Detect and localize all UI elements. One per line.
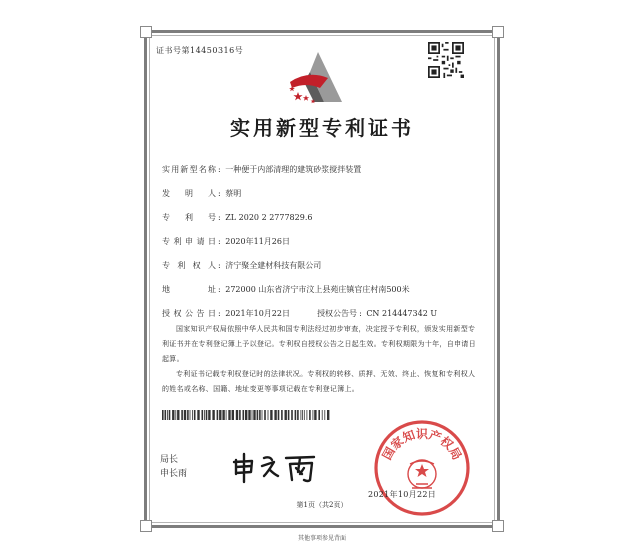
barcode-bar [197,410,199,420]
barcode-bar [162,410,164,420]
body-paragraph: 国家知识产权局依照中华人民共和国专利法经过初步审查，决定授予专利权，颁发实用新型专利证书并在专利登记簿上予以登记。专利权自授权公告之日起生效。专利权期限为十年，自申请日起算。 [162,325,476,363]
footnote: 其他事项参见背面 [297,535,346,542]
barcode-bar [309,410,311,420]
barcode-bar [268,410,269,420]
barcode-bar [274,410,276,420]
barcode-bar [172,410,174,420]
field-label: 专利权人 [162,261,216,270]
barcode-bar [228,410,230,420]
barcode-bar [318,410,320,420]
certificate-number: 证书号第14450316号 [156,46,244,55]
barcode-bar [206,410,208,420]
field-value: 2020年11月26日 [225,237,290,246]
qr-code-icon [428,42,464,78]
director-name: 申长雨 [160,469,188,479]
barcode-bar [307,410,308,420]
barcode-bar [314,410,316,420]
barcode-bar [202,410,204,420]
barcode-bar [291,410,293,420]
barcode-bar [313,410,314,420]
barcode-bar [324,410,325,420]
field-label: 地 址 [162,285,216,294]
barcode-bar [165,410,167,420]
director-signature [230,450,330,484]
barcode-bar [327,410,329,420]
field-label: 专利申请日 [162,237,216,246]
field-value: 一种便于内部清理的建筑砂浆搅拌装置 [225,165,362,174]
barcode-bar [322,410,323,420]
barcode-bar [226,410,227,420]
field-utility-model-name: 实用新型名称 : 一种便于内部清理的建筑砂浆搅拌装置 [162,165,362,174]
barcode-bar [208,410,210,420]
corner-ornament [140,520,152,532]
barcode-bar [302,410,303,420]
barcode-bar [257,410,259,420]
barcode-bar [181,410,183,420]
barcode-bar [192,410,193,420]
corner-ornament [140,26,152,38]
director-title: 局长 [160,455,179,465]
barcode-bar [222,410,224,420]
barcode-bar [245,410,247,420]
barcode-bar [175,410,176,420]
corner-ornament [492,520,504,532]
barcode-bar [239,410,241,420]
barcode-bar [194,410,196,420]
cnipa-logo-icon [284,48,346,110]
barcode-bar [219,410,221,420]
page-number: 第1页（共2页） [296,501,348,509]
barcode-bar [243,410,245,420]
barcode-icon [162,410,332,420]
barcode-bar [281,410,283,420]
corner-ornament [492,26,504,38]
barcode-bar [204,410,205,420]
barcode-bar [236,410,238,420]
certificate-paper [142,28,502,544]
barcode-bar [262,410,263,420]
field-patentee: 专利权人 : 济宁聚全建材科技有限公司 [162,261,322,270]
barcode-bar [167,410,168,420]
barcode-bar [252,410,253,420]
field-value: ZL 2020 2 2777829.6 [225,213,313,222]
barcode-bar [288,410,290,420]
field-value: 济宁聚全建材科技有限公司 [225,261,322,270]
barcode-bar [304,410,305,420]
director-block [160,453,187,481]
barcode-bar [301,410,302,420]
field-label: 实用新型名称 [162,165,216,174]
field-address: 地 址 : 272000 山东省济宁市汶上县苑庄镇官庄村南500米 [162,285,410,294]
field-label: 授权公告日 [162,309,216,318]
field-label: 授权公告号 [317,309,358,318]
seal-date: 2021年10月22日 [368,490,437,499]
barcode-bar [285,410,287,420]
barcode-bar [264,410,266,420]
body-paragraph: 专利证书记载专利权登记时的法律状况。专利权的转移、质押、无效、终止、恢复和专利权人的姓名或名称、国籍、地址变更等事项记载在专利登记簿上。 [162,370,476,393]
field-inventor: 发 明 人 : 蔡明 [162,189,242,198]
field-label: 专 利 号 [162,213,216,222]
barcode-bar [270,410,272,420]
barcode-bar [190,410,191,420]
barcode-bar [212,410,214,420]
field-value: 2021年10月22日 [225,309,290,318]
barcode-bar [177,410,179,420]
barcode-bar [295,410,297,420]
barcode-bar [278,410,280,420]
field-grant-date: 授权公告日 : 2021年10月22日 授权公告号 : CN 214447342 U [162,309,438,318]
field-value: CN 214447342 U [366,309,438,318]
barcode-bar [297,410,299,420]
barcode-bar [253,410,255,420]
field-label: 发 明 人 [162,189,216,198]
barcode-bar [217,410,219,420]
barcode-bar [248,410,250,420]
barcode-bar [232,410,234,420]
certificate-body [162,322,480,397]
field-application-date: 专利申请日 : 2020年11月26日 [162,237,290,246]
field-value: 272000 山东省济宁市汶上县苑庄镇官庄村南500米 [225,285,410,294]
field-value: 蔡明 [225,189,242,198]
barcode-bar [184,410,186,420]
barcode-bar [259,410,261,420]
certificate-title: 实用新型专利证书 [230,116,414,140]
barcode-bar [187,410,189,420]
field-patent-number: 专 利 号 : ZL 2020 2 2777829.6 [162,213,313,222]
barcode-bar [169,410,171,420]
seal-text: 国家知识产权局 [379,427,465,463]
